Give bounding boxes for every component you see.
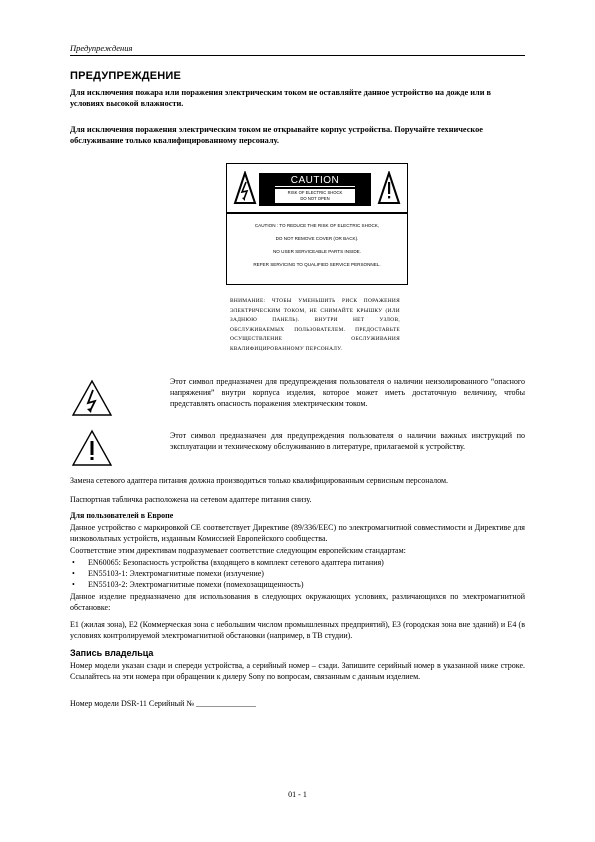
- symbol-1-description: Этот символ предназначен для предупреждения пользователя о наличии неизолированного “опасного напряжения” внутри корпуса изделия, которое может иметь достаточную величину, чтобы представлять опасность поражения электрическим током.: [170, 377, 525, 408]
- warning-do-not-open: Для исключения поражения электрическим током не открывайте корпус устройства. Поручайте техническое обслуживание только квалифицированному персоналу.: [70, 125, 483, 145]
- owner-record-text: Номер модели указан сзади и спереди устройства, а серийный номер – сзади. Запишите серийный номер в указанной ниже строке. Ссылайтесь на эти номера при обращении к дилеру Sony по вопросам, связанным с данным изделием.: [70, 661, 525, 681]
- caution-label-image: [226, 163, 408, 285]
- caution-subtitle-2: DO NOT OPEN: [300, 196, 330, 201]
- caution-line-2: DO NOT REMOVE COVER (OR BACK).: [275, 236, 359, 241]
- caution-line-1: CAUTION : TO REDUCE THE RISK OF ELECTRIC SHOCK,: [254, 223, 380, 228]
- page-title: ПРЕДУПРЕЖДЕНИЕ: [70, 70, 182, 82]
- list-item: • EN55103-2: Электромагнитные помехи (помехозащищенность): [72, 580, 304, 589]
- caution-title: CAUTION: [275, 175, 355, 187]
- list-item: • EN55103-1: Электромагнитные помехи (излучение): [72, 569, 264, 578]
- caution-line-4: REFER SERVICING TO QUALIFIED SERVICE PERSONNEL.: [253, 262, 381, 267]
- europe-intro: Данное устройство с маркировкой CE соответствует Директиве (89/336/EEC) по электромагнитной совместимости и Директиве для низковольтных устройств, изданным Комиссией Европейского сообщества.: [70, 523, 525, 543]
- lightning-triangle-icon: [233, 171, 257, 205]
- symbol-1: [70, 378, 114, 418]
- rating-plate-note: Паспортная табличка расположена на сетевом адаптере питания снизу.: [70, 495, 312, 504]
- header-rule: [70, 55, 525, 56]
- caution-label-text: [227, 219, 407, 271]
- adapter-replacement-note: Замена сетевого адаптера питания должна производиться только квалифицированным сервисным персоналом.: [70, 476, 449, 485]
- exclamation-triangle-icon: [377, 171, 401, 205]
- running-header: Предупреждения: [70, 43, 133, 53]
- caution-badge: [259, 173, 371, 206]
- europe-standards-list: [70, 557, 525, 590]
- europe-environment: Данное изделие предназначено для использования в следующих окружающих условиях, различающихся по электромагнитной обстановке:: [70, 592, 525, 612]
- bullet-icon: •: [72, 558, 75, 567]
- model-serial-line: Номер модели DSR-11 Серийный № _______________: [70, 699, 257, 708]
- bullet-icon: •: [72, 569, 75, 578]
- europe-zones: E1 (жилая зона), E2 (Коммерческая зона с небольшим числом промышленных предприятий), E3 (городская зона вне зданий) и E4 (в условиях контролируемой электромагнитной обстановки (например, в ТВ студии).: [70, 620, 525, 640]
- exclamation-triangle-icon: [70, 428, 114, 468]
- caution-subtitle-1: RISK OF ELECTRIC SHOCK: [287, 190, 343, 195]
- europe-standards-intro: Соответствие этим директивам подразумевает соответствие следующим европейским стандартам:: [70, 546, 406, 555]
- symbol-2: [70, 428, 114, 468]
- warning-fire-moisture: Для исключения пожара или поражения электрическим током не оставляйте данное устройство на дожде или в условиях высокой влажности.: [70, 88, 492, 108]
- symbol-2-description: Этот символ предназначен для предупреждения пользователя о наличии важных инструкций по эксплуатации и техническому обслуживанию в литературе, прилагаемой к устройству.: [170, 431, 525, 451]
- page-number: 01 - 1: [288, 790, 307, 799]
- list-item: • EN60065: Безопасность устройства (входящего в комплект сетевого адаптера питания): [72, 558, 384, 567]
- bullet-icon: •: [72, 580, 75, 589]
- europe-heading: Для пользователей в Европе: [70, 511, 174, 520]
- lightning-triangle-icon: [70, 378, 114, 418]
- caution-line-3: NO USER SERVICEABLE PARTS INSIDE.: [272, 249, 362, 254]
- caution-label-top: [227, 164, 407, 214]
- russian-caution-text: ВНИМАНИЕ: ЧТОБЫ УМЕНЬШИТЬ РИСК ПОРАЖЕНИЯ ЭЛЕКТРИЧЕСКИМ ТОКОМ, НЕ СНИМАЙТЕ КРЫШКУ (ИЛИ ЗАДНЮЮ ПАНЕЛЬ). ВНУТРИ НЕТ УЗЛОВ, ОБСЛУЖИВАЕМЫХ ПОЛЬЗОВАТЕЛЕМ. ПРЕДОСТАВЬТЕ ОСУЩЕСТВЛЕНИЕ ОБСЛУЖИВАНИЯ КВАЛИФИЦИРОВАННОМУ ПЕРСОНАЛУ.: [230, 298, 400, 352]
- owner-record-heading: Запись владельца: [70, 648, 154, 658]
